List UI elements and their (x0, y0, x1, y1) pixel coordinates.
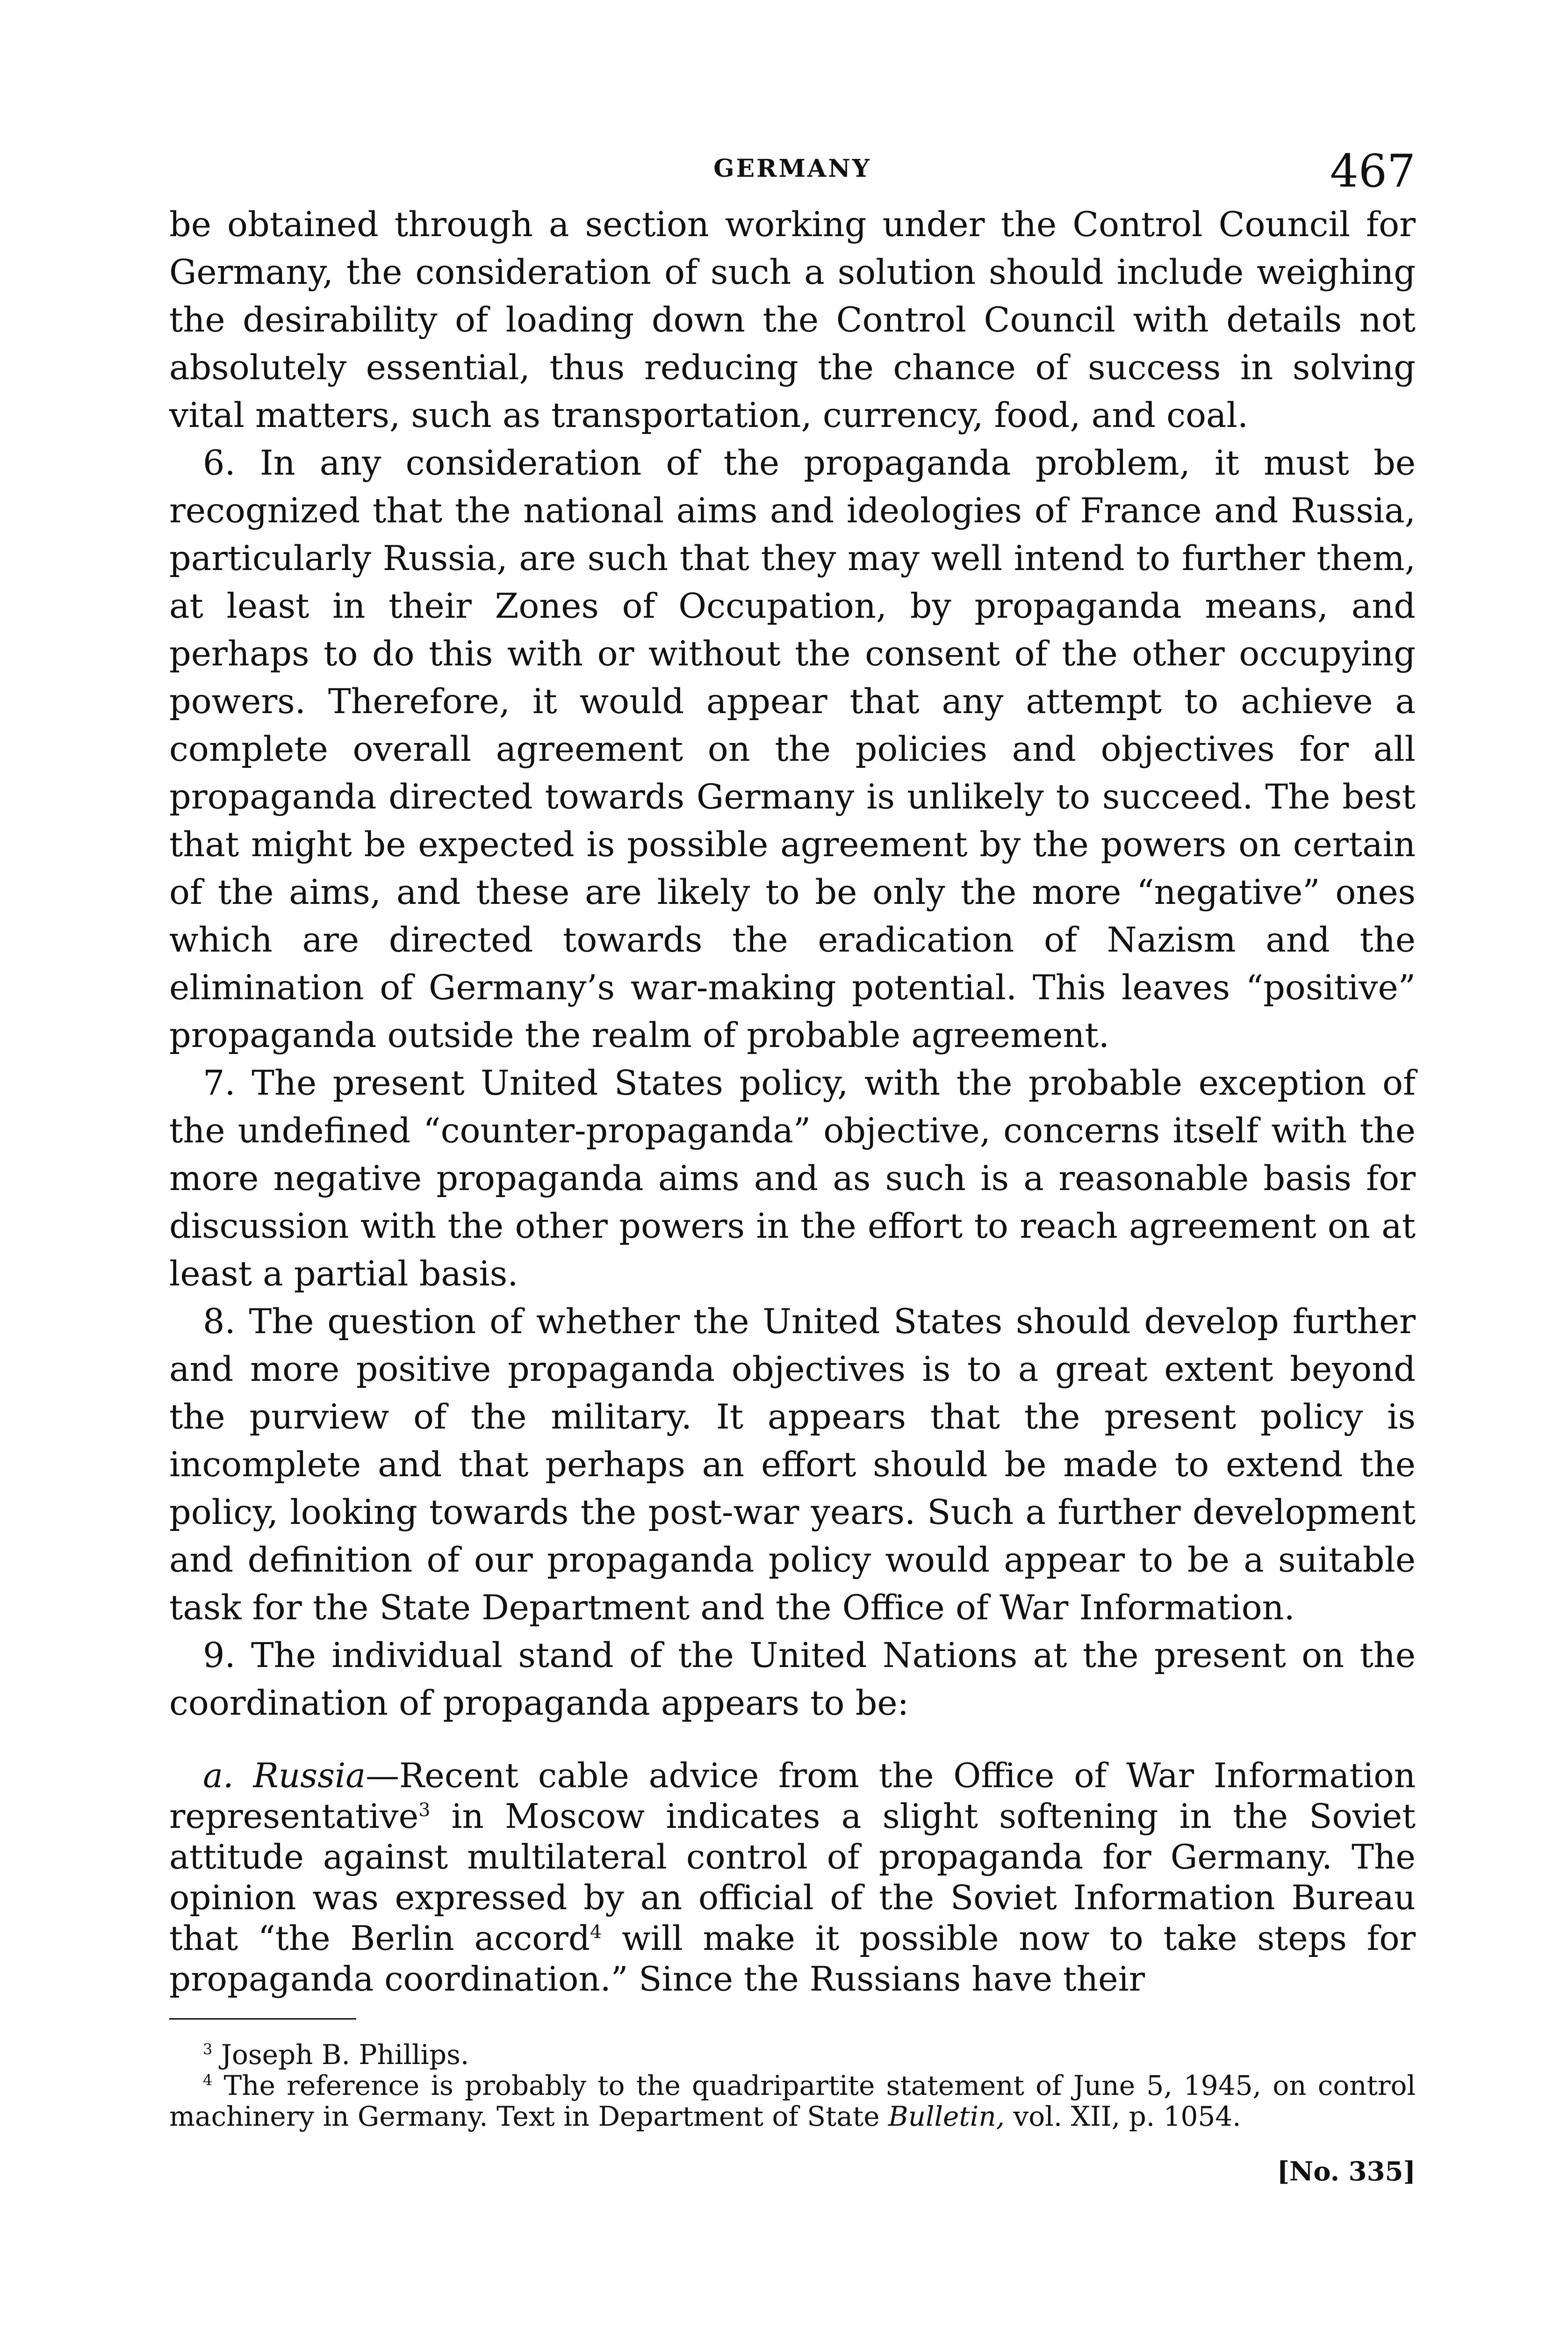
document-number: [No. 335] (1277, 2156, 1416, 2187)
footnote-ref-3: 3 (418, 1799, 431, 1821)
subparagraph-text-2: in Moscow indicates a slight softening in the Soviet attitude against multilateral control of propaganda for Germany. The opinion was expressed by an official of the Soviet Information Bureau that “the Berlin accord (169, 1797, 1416, 1958)
footnote-4-text-b: vol. XII, p. 1054. (1005, 2100, 1241, 2132)
footnote-4-italic: Bulletin, (888, 2100, 1005, 2132)
running-head (169, 145, 1416, 201)
footnote-4 (169, 2070, 1416, 2132)
subparagraph-text-3: will make it possible now to take steps for propaganda coordination.” Since the Russians have their (169, 1919, 1416, 1999)
subparagraph-label: a. Russia (203, 1756, 366, 1795)
paragraph-6: 6. In any consideration of the propaganda problem, it must be recognized that the national aims and ideologies of France and Russia, particularly Russia, are such that they may well intend to further them, at least in their Zones of Occupation, by propaganda means, and perhaps to do this with or without the consent of the other occupying powers. Therefore, it would appear that any attempt to achieve a complete overall agreement on the policies and objectives for all propaganda directed towards Germany is unlikely to succeed. The best that might be expected is possible agreement by the powers on certain of the aims, and these are likely to be only the more “negative” ones which are directed towards the eradication of Nazism and the elimination of Germany’s war-making potential. This leaves “positive” propaganda outside the realm of probable agreement. (169, 443, 1416, 1055)
paragraph-7: 7. The present United States policy, with the probable exception of the undefined “counter-propaganda” objective, concerns itself with the more negative propaganda aims and as such is a reasonable basis for discussion with the other powers in the effort to reach agreement on at least a partial basis. (169, 1063, 1416, 1294)
paragraph-continued: be obtained through a section working under the Control Council for Germany, the consideration of such a solution should include weighing the desirability of loading down the Control Council with details not absolutely essential, thus reducing the chance of success in solving vital matters, such as transportation, currency, food, and coal. (169, 205, 1416, 435)
document-page (169, 145, 1416, 2187)
footnote-3 (169, 2039, 1416, 2070)
footnote-4-text-a: The reference is probably to the quadripartite statement of June 5, 1945, on control machinery in Germany. Text in Department of State (169, 2070, 1416, 2132)
footnote-4-mark: 4 (203, 2071, 213, 2089)
body-text (169, 201, 1416, 1999)
page-number: 467 (1330, 145, 1416, 197)
footnote-ref-4: 4 (590, 1921, 602, 1943)
footnote-rule (169, 2018, 356, 2020)
paragraph-8: 8. The question of whether the United States should develop further and more positive propaganda objectives is to a great extent beyond the purview of the military. It appears that the present policy is incomplete and that perhaps an effort should be made to extend the policy, looking towards the post-war years. Such a further development and definition of our propaganda policy would appear to be a suitable task for the State Department and the Office of War Information. (169, 1302, 1416, 1628)
footnotes (169, 2039, 1416, 2132)
paragraph-9: 9. The individual stand of the United Nations at the present on the coordination of propaganda appears to be: (169, 1636, 1416, 1723)
running-title: GERMANY (713, 154, 871, 183)
footnote-3-text: Joseph B. Phillips. (212, 2039, 469, 2071)
subparagraph-text-1: —Recent cable advice from the Office of War Information representative (169, 1756, 1416, 1836)
footnote-3-mark: 3 (203, 2040, 213, 2058)
paragraph-9a-russia (169, 1755, 1416, 1999)
